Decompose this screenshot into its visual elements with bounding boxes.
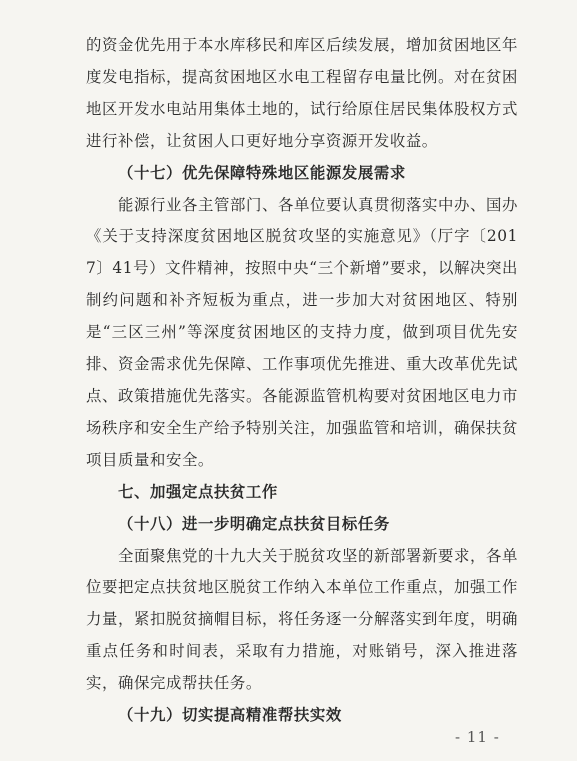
paragraph-energy-support: 能源行业各主管部门、各单位要认真贯彻落实中办、国办《关于支持深度贫困地区脱贫攻坚的实施意见》（厅字〔2017〕41号）文件精神，按照中央“三个新增”要求，以解决突出制约问题和补齐短板为重点，进一步加大对贫困地区、特别是“三区三州”等深度贫困地区的支持力度，做到项目优先安排、资金需求优先保障、工作事项优先推进、重大改革优先试点、政策措施优先落实。各能源监管机构要对贫困地区电力市场秩序和安全生产给予特别关注，加强监管和培训，确保扶贫项目质量和安全。 [86, 195, 518, 469]
document-body [86, 30, 518, 732]
section-heading-17: （十七）优先保障特殊地区能源发展需求 [118, 163, 406, 182]
section-heading-19: （十九）切实提高精准帮扶实效 [118, 706, 342, 725]
section-heading-18: （十八）进一步明确定点扶贫目标任务 [118, 514, 390, 533]
page-number: - 11 - [455, 728, 500, 746]
paragraph-continued: 的资金优先用于本水库移民和库区后续发展，增加贫困地区年度发电指标，提高贫困地区水电工程留存电量比例。对在贫困地区开发水电站用集体土地的，试行给原住居民集体股权方式进行补偿，让贫困人口更好地分享资源开发收益。 [86, 36, 518, 150]
paragraph-targeted-poverty: 全面聚焦党的十九大关于脱贫攻坚的新部署新要求，各单位要把定点扶贫地区脱贫工作纳入本单位工作重点，加强工作力量，紧扣脱贫摘帽目标，将任务逐一分解落实到年度，明确重点任务和时间表，采取有力措施，对账销号，深入推进落实，确保完成帮扶任务。 [86, 546, 518, 693]
chapter-heading-7: 七、加强定点扶贫工作 [118, 482, 278, 501]
